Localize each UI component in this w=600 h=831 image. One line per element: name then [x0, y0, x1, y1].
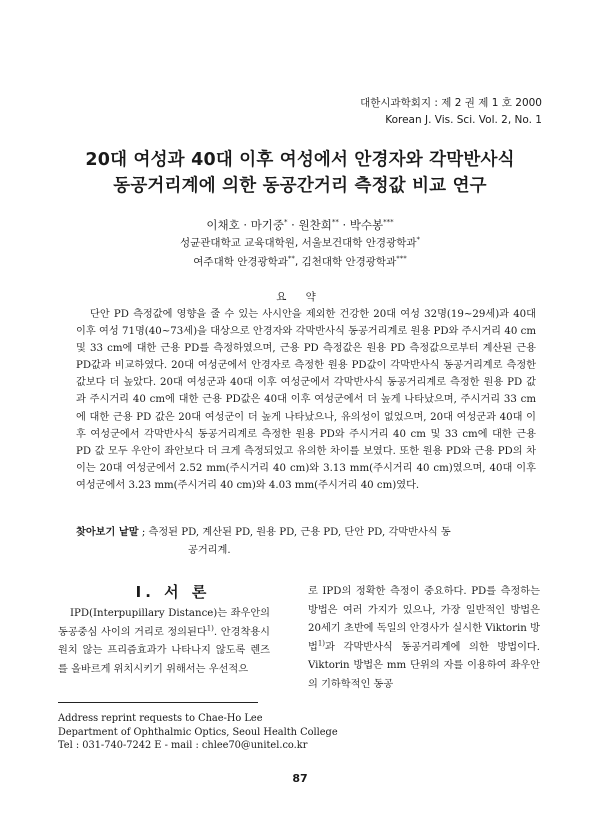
- body-column-left: [58, 605, 270, 679]
- author-separator: ·: [287, 218, 299, 232]
- footnote-line-1: Address reprint requests to Chae-Ho Lee: [58, 713, 263, 724]
- author-2-mark: *: [284, 218, 288, 227]
- affiliation-mark: *: [416, 235, 420, 244]
- footnote-line-3: Tel : 031-740-7242 E - mail : chlee70@unitel.co.kr: [58, 740, 308, 752]
- affiliation-mark: **: [287, 254, 295, 263]
- body-text: 과 각막반사식 동공거리계에 의한 방법이다. Viktorin 방법은 mm 단위의 자를 이용하여 좌우안의 기하학적인 동공: [308, 641, 540, 690]
- body-text: 로 IPD의 정확한 측정이 중요하다. PD를 측정하는 방법은 여러 가지가 있으나, 가장 일반적인 방법은 20세기 초반에 독일의 안경사가 실시한 Viktorin 방법: [308, 586, 540, 653]
- affiliation-text: 여주대학 안경광학과: [193, 256, 288, 268]
- footnote-divider: [58, 702, 258, 703]
- paper-title-line-1: 20대 여성과 40대 이후 여성에서 안경자와 각막반사식: [85, 150, 515, 170]
- author-3: 원찬희: [298, 218, 332, 232]
- author-4: 박수봉: [349, 218, 384, 232]
- section-heading-introduction: I. 서 론: [135, 583, 211, 601]
- keywords-list: ; 측정된 PD, 계산된 PD, 원용 PD, 근용 PD, 단안 PD, 각막반사식 동: [138, 527, 451, 538]
- keywords-list-continued: 공거리계.: [188, 544, 231, 556]
- author-list: [0, 216, 600, 234]
- paper-title-line-2: 동공거리계에 의한 동공간거리 측정값 비교 연구: [113, 176, 487, 196]
- author-3-mark: **: [331, 218, 339, 227]
- reference-mark: 1): [317, 639, 326, 648]
- paper-title: [0, 147, 600, 199]
- journal-citation-english: Korean J. Vis. Sci. Vol. 2, No. 1: [385, 114, 542, 126]
- affiliation-line-2: [0, 254, 600, 271]
- author-separator: ·: [239, 218, 251, 232]
- author-4-mark: ***: [383, 218, 394, 227]
- correspondence-footnote: [58, 712, 338, 753]
- abstract-text: 단안 PD 측정값에 영향을 줄 수 있는 사시안을 제외한 건강한 20대 여성 32명(19~29세)과 40대 이후 여성 71명(40~73세)을 대상으로 안경자와 각막반사식 동공거리계로 원용 PD와 주시거리 40 cm 및 33 cm에 대한 근용 PD를 측정하였으며, 근용 PD 측정값은 원용 PD 측정값으로부터 계산된 근용 PD값과 비교하였다. 20대 여성군에서 안경자로 측정한 원용 PD값이 각막반사식 동공거리계로 측정한 값보다 더 높았다. 20대 여성군과 40대 이후 여성군에서 각막반사식 동공거리계로 측정한 원용 PD 값과 주시거리 40 cm에 대한 근용 PD값은 40대 이후 여성군에서 더 높게 나타났으며, 주시거리 33 cm에 대한 근용 PD 값은 20대 여성군이 더 높게 나타났으나, 유의성이 없었으며, 20대 여성군과 40대 이후 여성군에서 각막반사식 동공거리계로 측정한 원용 PD와 주시거리 40 cm 및 33 cm에 대한 근용 PD 값 모두 우안이 좌안보다 더 크게 측정되었고 유의한 차이를 보였다. 또한 원용 PD와 근용 PD의 차이는 20대 여성군에서 2.52 mm(주시거리 40 cm)와 3.13 mm(주시거리 40 cm)였으며, 40대 이후 여성군에서 3.23 mm(주시거리 40 cm)와 4.03 mm(주시거리 40 cm)였다.: [76, 309, 536, 491]
- author-separator: ·: [338, 218, 350, 232]
- abstract-heading: 요 약: [276, 291, 324, 303]
- journal-header: [360, 95, 542, 129]
- author-1: 이채호: [206, 218, 240, 232]
- body-text: IPD(Interpupillary Distance)는 좌우안의 동공중심 사이의 거리로 정의된다: [58, 608, 270, 638]
- affiliation-text: , 김천대학 안경광학과: [294, 256, 397, 268]
- author-2: 마기중: [250, 218, 285, 232]
- body-text: . 안경착용시 원치 않는 프리즘효과가 나타나지 않도록 렌즈를 올바르게 위치시키기 위해서는 우선적으: [58, 626, 270, 675]
- footnote-line-2: Department of Ophthalmic Optics, Seoul Health College: [58, 726, 338, 738]
- affiliation-mark: ***: [396, 254, 407, 263]
- body-column-right: [308, 583, 540, 695]
- keywords: [76, 524, 536, 559]
- journal-citation-korean: 대한시과학회지 : 제 2 권 제 1 호 2000: [360, 97, 542, 109]
- keywords-label: 찾아보기 낱말: [76, 527, 139, 538]
- page-number: 87: [292, 772, 308, 785]
- affiliation-text: 성균관대학교 교육대학원, 서울보건대학 안경광학과: [180, 237, 417, 249]
- affiliation-line-1: [0, 235, 600, 252]
- reference-mark: 1): [206, 624, 214, 633]
